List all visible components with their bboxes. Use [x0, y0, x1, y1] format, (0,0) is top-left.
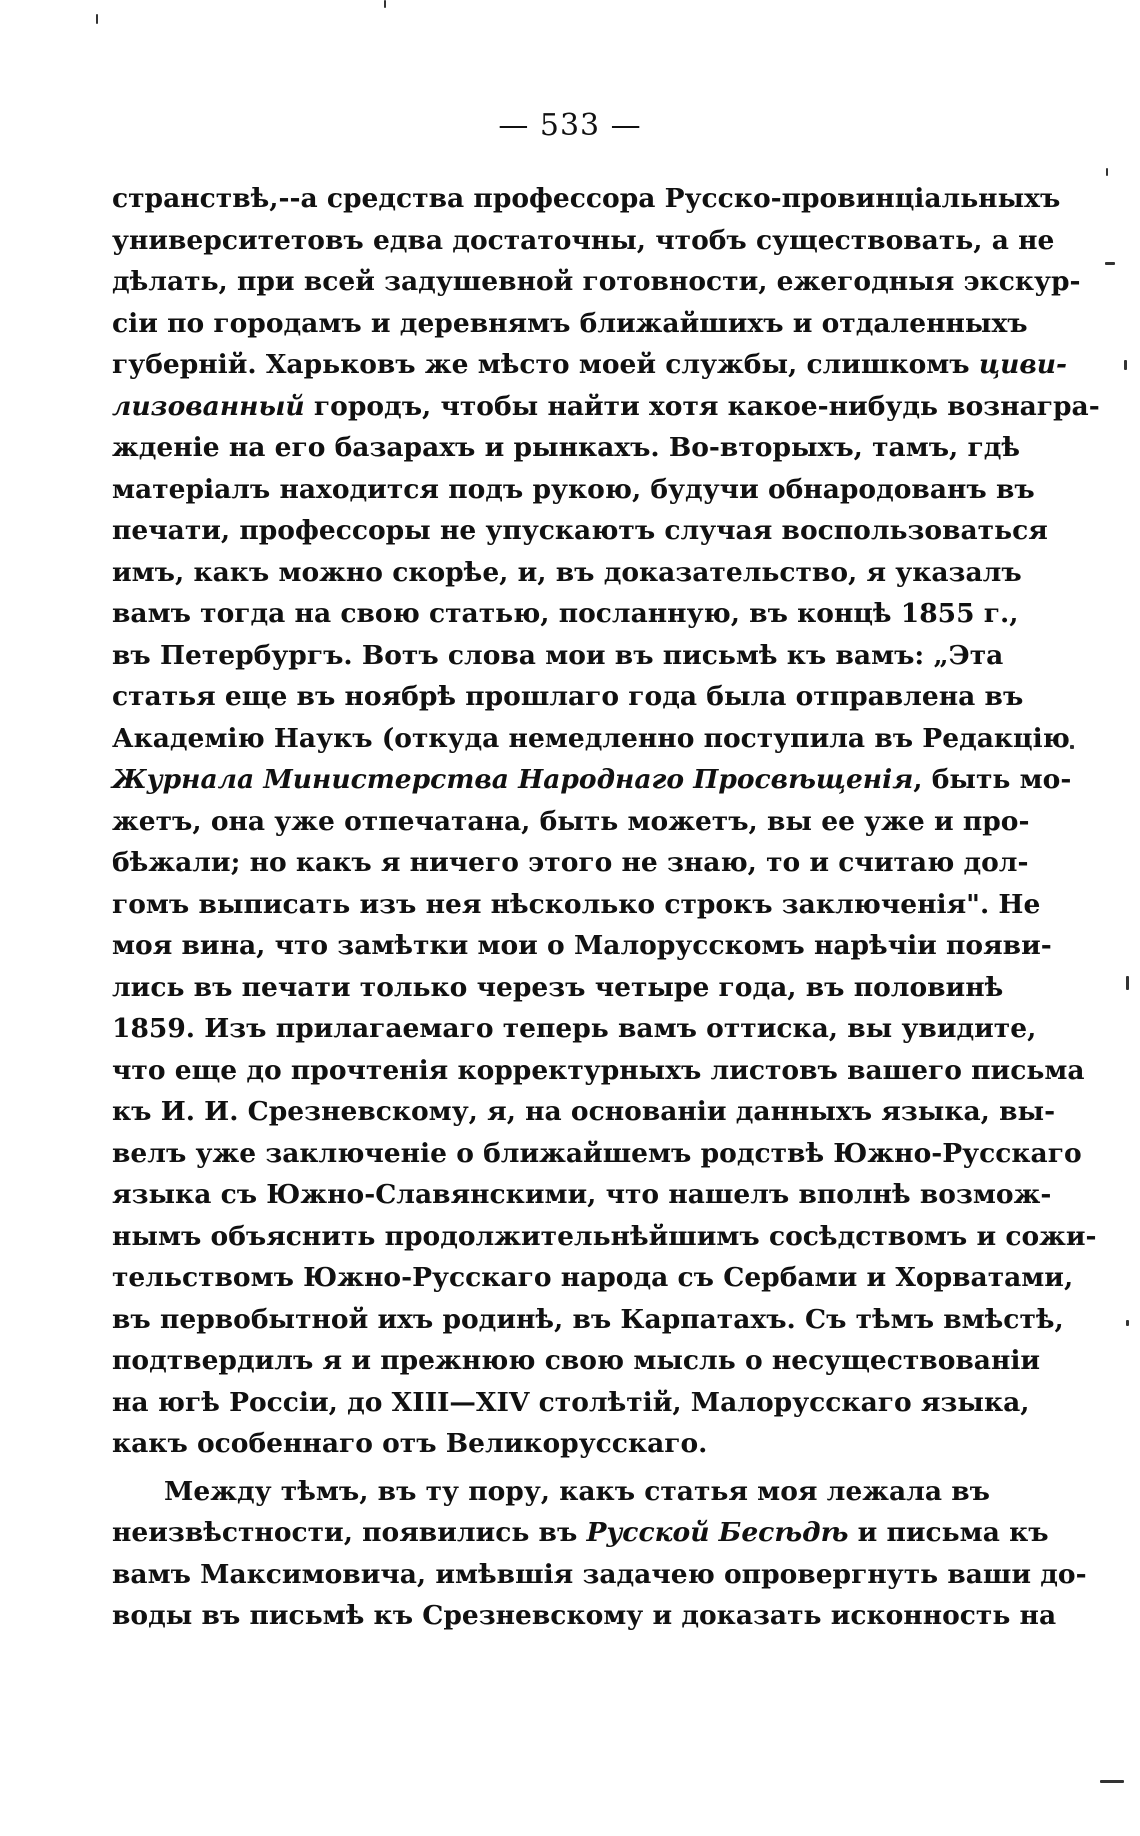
italic-text-run: Русской Бесѣдѣ — [586, 1517, 849, 1548]
text-line — [112, 1050, 1085, 1092]
text-run: городъ, чтобы найти хотя какое-нибудь вознагра- — [304, 390, 1100, 422]
text-line — [112, 1471, 990, 1513]
text-line — [112, 469, 1035, 511]
text-run: что еще до прочтенія корректурныхъ листовъ вашего письма — [112, 1054, 1085, 1086]
text-line — [112, 510, 1048, 552]
page-number: — 533 — — [498, 108, 642, 143]
text-run: воды въ письмѣ къ Срезневскому и доказать исконность на — [112, 1600, 1057, 1631]
text-run: къ И. И. Срезневскому, я, на основаніи данныхъ языка, вы- — [112, 1096, 1056, 1127]
text-run: , быть мо- — [913, 764, 1072, 795]
text-run: губерній. Харьковъ же мѣсто моей службы, слишкомъ — [112, 349, 979, 380]
text-line — [112, 967, 1004, 1009]
text-run: подтвердилъ я и прежнюю свою мысль о несуществованіи — [112, 1345, 1041, 1376]
text-line — [112, 1257, 1074, 1299]
text-line — [112, 1423, 972, 1465]
text-line — [112, 1008, 1037, 1050]
text-run: языка съ Южно-Славянскими, что нашелъ вполнѣ возмож- — [112, 1179, 1052, 1210]
text-line — [112, 1512, 1049, 1554]
text-line — [112, 1382, 1030, 1424]
text-line — [112, 344, 1068, 386]
text-run: университетовъ едва достаточны, чтобъ существовать, а не — [112, 224, 1055, 256]
text-line — [112, 676, 1024, 718]
text-line — [112, 925, 1052, 967]
text-run: дѣлать, при всей задушевной готовности, ежегодныя экскур- — [112, 266, 1081, 297]
text-line — [112, 552, 1022, 594]
text-run: Академію Наукъ (откуда немедленно поступила въ Редакцію — [112, 722, 1070, 754]
text-line — [112, 718, 1070, 760]
text-line — [112, 303, 1028, 345]
body-text — [112, 178, 1100, 1637]
text-run: 1859. Изъ прилагаемаго теперь вамъ оттиска, вы увидите, — [112, 1013, 1037, 1044]
text-run: тельствомъ Южно-Русскаго народа съ Сербами и Хорватами, — [112, 1262, 1074, 1293]
text-run: сіи по городамъ и деревнямъ ближайшихъ и отдаленныхъ — [112, 307, 1028, 339]
text-line — [112, 1216, 1097, 1258]
text-line — [112, 178, 1061, 220]
text-run: странствѣ,--а средства профессора Русско-провинціальныхъ — [112, 183, 1061, 214]
text-run: какъ особеннаго отъ Великорусскаго. — [112, 1428, 708, 1459]
text-line — [112, 1340, 1041, 1382]
text-run: въ Петербургъ. Вотъ слова мои въ письмѣ къ вамъ: „Эта — [112, 639, 1004, 671]
text-line — [112, 884, 1041, 926]
text-line — [112, 1091, 1056, 1133]
text-run: жденіе на его базарахъ и рынкахъ. Во-вторыхъ, тамъ, гдѣ — [112, 432, 1021, 463]
text-run: бѣжали; но какъ я ничего этого не знаю, то и считаю дол- — [112, 847, 1029, 878]
text-run: неизвѣстности, появились въ — [112, 1517, 587, 1548]
text-line — [112, 593, 1019, 635]
text-line — [112, 220, 1055, 262]
text-line — [112, 1299, 1064, 1341]
text-run: вамъ Максимовича, имѣвшія задачею опровергнуть ваши до- — [112, 1558, 1087, 1590]
text-run: нымъ объяснить продолжительнѣйшимъ сосѣдствомъ и сожи- — [112, 1220, 1097, 1252]
text-run: моя вина, что замѣтки мои о Малорусскомъ нарѣчіи появи- — [112, 930, 1052, 961]
text-run: жетъ, она уже отпечатана, быть можетъ, вы ее уже и про- — [112, 805, 1030, 837]
text-line — [112, 759, 1072, 801]
italic-text-run: лизованный — [112, 390, 305, 422]
text-run: матеріалъ находится подъ рукою, будучи обнародованъ въ — [112, 473, 1035, 505]
text-line — [112, 1554, 1087, 1596]
text-run: гомъ выписать изъ нея нѣсколько строкъ заключенія". Не — [112, 888, 1041, 920]
text-line — [112, 635, 1004, 677]
text-line — [112, 1595, 1057, 1637]
text-line — [112, 801, 1030, 843]
text-run: велъ уже заключеніе о ближайшемъ родствѣ Южно-Русскаго — [112, 1137, 1082, 1169]
text-run: лись въ печати только черезъ четыре года, въ половинѣ — [112, 971, 1004, 1003]
text-run: въ первобытной ихъ родинѣ, въ Карпатахъ. Съ тѣмъ вмѣстѣ, — [112, 1303, 1064, 1335]
text-run: и письма къ — [848, 1517, 1049, 1548]
text-run: печати, профессоры не упускаютъ случая воспользоваться — [112, 515, 1048, 546]
text-line — [112, 386, 1100, 428]
text-line — [112, 1133, 1082, 1175]
italic-text-run: циви- — [978, 349, 1068, 380]
text-run: Между тѣмъ, въ ту пору, какъ статья моя лежала въ — [164, 1475, 990, 1507]
text-line — [112, 842, 1029, 884]
text-run: статья еще въ ноябрѣ прошлаго года была отправлена въ — [112, 681, 1024, 712]
text-line — [112, 261, 1081, 303]
text-line — [112, 427, 1021, 469]
text-run: вамъ тогда на свою статью, посланную, въ концѣ 1855 г., — [112, 598, 1019, 629]
text-run: на югѣ Россіи, до XIII—XIV столѣтій, Малорусскаго языка, — [112, 1386, 1030, 1418]
text-run: имъ, какъ можно скорѣе, и, въ доказательство, я указалъ — [112, 556, 1022, 588]
text-line — [112, 1174, 1052, 1216]
italic-text-run: Журнала Министерства Народнаго Просвѣщенія — [112, 764, 914, 795]
